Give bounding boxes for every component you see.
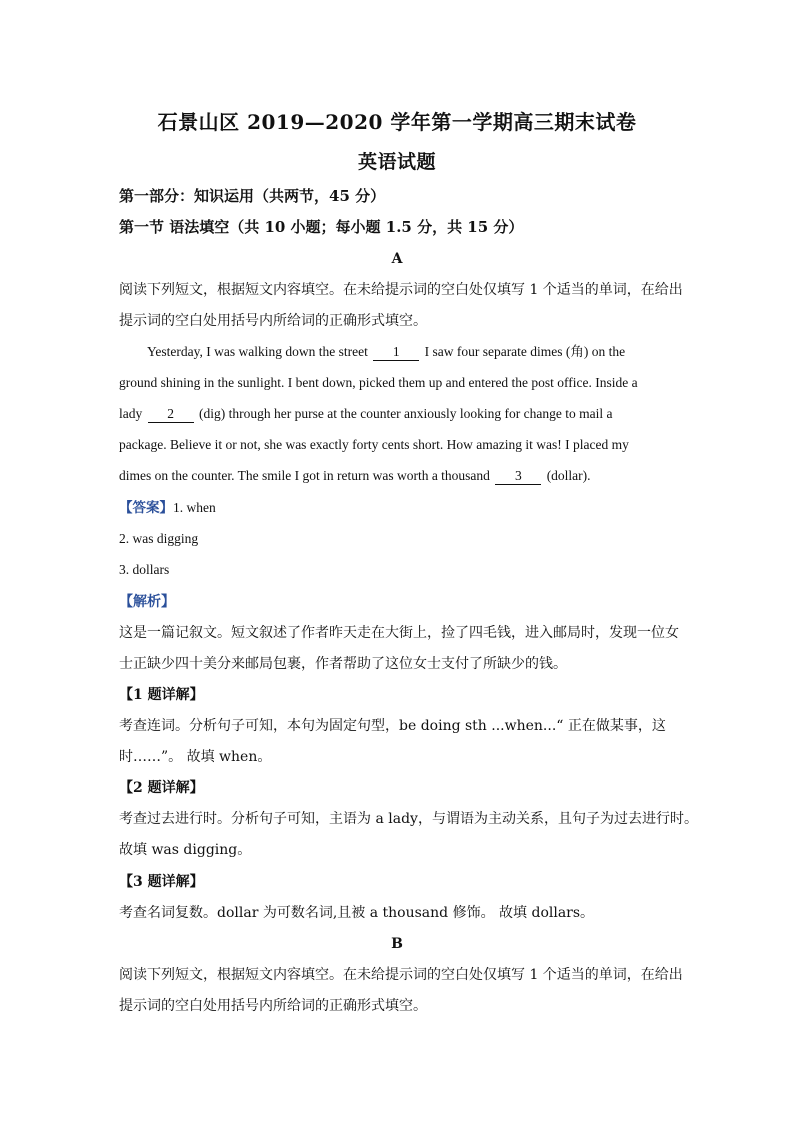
instruction-line: 提示词的空白处用括号内所给词的正确形式填空。 xyxy=(119,998,427,1014)
section-heading: 第一节 语法填空（共 10 小题；每小题 1.5 分，共 15 分） xyxy=(119,218,524,236)
document-subtitle: 英语试题 xyxy=(357,151,436,173)
analysis-line: 士正缺少四十美分来邮局包裹，作者帮助了这位女士支付了所缺少的钱。 xyxy=(119,656,567,672)
analysis-tag: 【解析】 xyxy=(119,594,175,610)
q2-line: 故填 was digging。 xyxy=(119,842,252,858)
passage-text: (dig) through her purse at the counter anxiously looking for change to mail a xyxy=(199,406,613,421)
document-title: 石景山区 2019—2020 学年第一学期高三期末试卷 xyxy=(157,110,637,134)
q2-line: 考查过去进行时。分析句子可知，主语为 a lady，与谓语为主动关系，且句子为过去进行时。 xyxy=(119,811,698,827)
part-heading: 第一部分：知识运用（共两节，45 分） xyxy=(119,187,386,205)
q3-tag: 【3 题详解】 xyxy=(119,874,204,890)
passage-text: Yesterday, I was walking down the street xyxy=(147,344,368,359)
answer-line xyxy=(119,498,679,518)
instruction-line: 阅读下列短文，根据短文内容填空。在未给提示词的空白处仅填写 1 个适当的单词，在给出 xyxy=(119,282,683,298)
answer-item: 2. was digging xyxy=(119,531,199,546)
q1-tag: 【1 题详解】 xyxy=(119,687,204,703)
passage-text: I saw four separate dimes (角) on the xyxy=(424,344,626,359)
q3-line: 考查名词复数。dollar 为可数名词,且被 a thousand 修饰。 故填 dollars。 xyxy=(119,905,595,921)
blank-3: 3 xyxy=(495,468,541,485)
instruction-line: 阅读下列短文，根据短文内容填空。在未给提示词的空白处仅填写 1 个适当的单词，在给出 xyxy=(119,967,683,983)
section-b-letter: B xyxy=(391,936,403,952)
passage-line xyxy=(119,466,679,486)
passage-line: ground shining in the sunlight. I bent down, picked them up and entered the post office. Inside a xyxy=(119,375,638,390)
q1-line: 考查连词。分析句子可知，本句为固定句型，be doing sth ...when...“ 正在做某事，这 xyxy=(119,718,666,734)
q1-line: 时……”。 故填 when。 xyxy=(119,749,272,765)
instruction-line: 提示词的空白处用括号内所给词的正确形式填空。 xyxy=(119,313,427,329)
answer-item: 3. dollars xyxy=(119,562,170,577)
passage-line xyxy=(119,404,679,424)
section-a-letter: A xyxy=(391,251,403,267)
q2-tag: 【2 题详解】 xyxy=(119,780,204,796)
passage-text: dimes on the counter. The smile I got in return was worth a thousand xyxy=(119,468,490,483)
passage-line: package. Believe it or not, she was exactly forty cents short. How amazing it was! I placed my xyxy=(119,437,629,452)
passage-text: lady xyxy=(119,406,143,421)
passage-text: (dollar). xyxy=(546,468,591,483)
analysis-line: 这是一篇记叙文。短文叙述了作者昨天走在大街上，捡了四毛钱，进入邮局时，发现一位女 xyxy=(119,625,679,641)
answer-tag: 【答案】 xyxy=(119,500,173,515)
answer-item: 1. when xyxy=(173,500,216,515)
blank-2: 2 xyxy=(148,406,194,423)
passage-line xyxy=(147,342,707,362)
blank-1: 1 xyxy=(373,344,419,361)
